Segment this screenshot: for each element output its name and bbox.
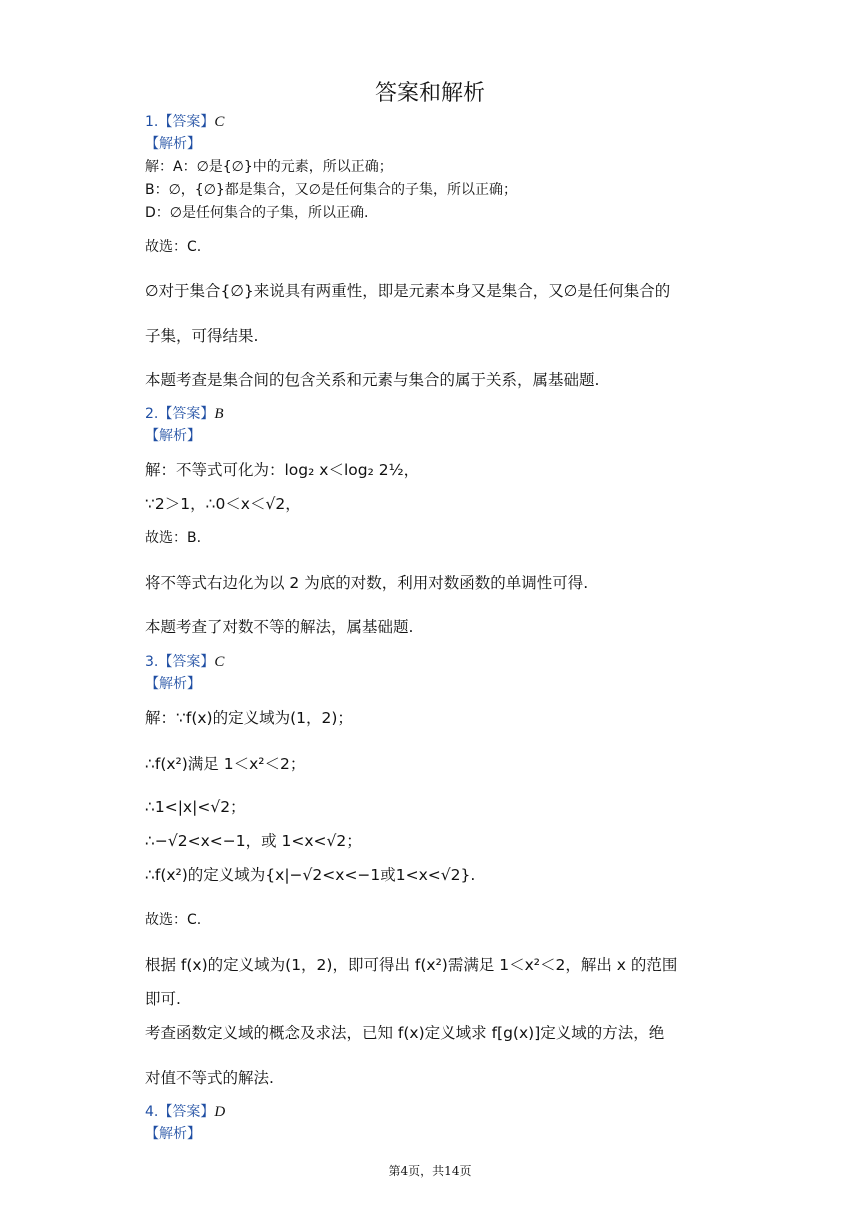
q2-line-2: ∵2＞1，∴0＜x＜√2， bbox=[145, 495, 301, 513]
q1-answer: C bbox=[214, 114, 225, 130]
q4-number: 4. bbox=[145, 1104, 159, 1120]
q2-answer-line bbox=[145, 407, 224, 422]
q3-line-2: ∴f(x²)满足 1＜x²＜2； bbox=[145, 755, 306, 773]
q3-line-1: 解：∵f(x)的定义域为(1，2)； bbox=[145, 709, 353, 727]
q4-analysis-tag: 【解析】 bbox=[145, 1126, 201, 1142]
q3-line-3: ∴1<|x|<√2； bbox=[145, 798, 246, 816]
q2-comment-1: 将不等式右边化为以 2 为底的对数，利用对数函数的单调性可得. bbox=[145, 574, 589, 592]
q1-answer-tag: 【答案】 bbox=[158, 114, 215, 130]
q1-line-2: B：∅，{∅}都是集合，又∅是任何集合的子集，所以正确； bbox=[145, 182, 518, 198]
q2-choose: 故选：B. bbox=[145, 530, 202, 546]
q1-analysis-tag: 【解析】 bbox=[145, 136, 201, 152]
q2-comment-2: 本题考查了对数不等的解法，属基础题. bbox=[145, 618, 414, 636]
q3-comment-2: 即可. bbox=[145, 990, 181, 1008]
page-footer: 第4页，共14页 bbox=[388, 1164, 472, 1178]
q3-line-4: ∴−√2<x<−1，或 1<x<√2； bbox=[145, 832, 362, 850]
q3-comment-3: 考查函数定义域的概念及求法，已知 f(x)定义域求 f[g(x)]定义域的方法，绝 bbox=[145, 1024, 665, 1042]
q2-answer-tag: 【答案】 bbox=[158, 406, 215, 422]
q1-choose: 故选：C. bbox=[145, 239, 202, 255]
q3-line-5: ∴f(x²)的定义域为{x|−√2<x<−1或1<x<√2}. bbox=[145, 866, 476, 884]
q2-analysis-tag: 【解析】 bbox=[145, 428, 201, 444]
q3-comment-4: 对值不等式的解法. bbox=[145, 1069, 274, 1087]
q1-answer-line bbox=[145, 115, 224, 130]
q2-answer: B bbox=[214, 406, 224, 422]
q1-line-3: D：∅是任何集合的子集，所以正确. bbox=[145, 205, 369, 221]
q1-number: 1. bbox=[145, 114, 159, 130]
q1-comment-2: 子集，可得结果. bbox=[145, 327, 259, 345]
q2-number: 2. bbox=[145, 406, 159, 422]
q2-line-1: 解：不等式可化为：log₂ x＜log₂ 2½， bbox=[145, 461, 420, 479]
q3-answer: C bbox=[214, 654, 225, 670]
q4-answer-tag: 【答案】 bbox=[158, 1104, 215, 1120]
q1-comment-3: 本题考查是集合间的包含关系和元素与集合的属于关系，属基础题. bbox=[145, 371, 600, 389]
q3-comment-1: 根据 f(x)的定义域为(1，2)，即可得出 f(x²)需满足 1＜x²＜2，解出 x 的范围 bbox=[145, 956, 678, 974]
q4-answer: D bbox=[214, 1104, 226, 1120]
q3-answer-line bbox=[145, 655, 224, 670]
q3-number: 3. bbox=[145, 654, 159, 670]
q1-line-1: 解：A：∅是{∅}中的元素，所以正确； bbox=[145, 159, 393, 175]
q1-comment-1: ∅对于集合{∅}来说具有两重性，即是元素本身又是集合，又∅是任何集合的 bbox=[145, 282, 671, 300]
q3-answer-tag: 【答案】 bbox=[158, 654, 215, 670]
page-title: 答案和解析 bbox=[374, 81, 485, 106]
q3-choose: 故选：C. bbox=[145, 912, 202, 928]
q3-analysis-tag: 【解析】 bbox=[145, 676, 201, 692]
q4-answer-line bbox=[145, 1105, 225, 1120]
